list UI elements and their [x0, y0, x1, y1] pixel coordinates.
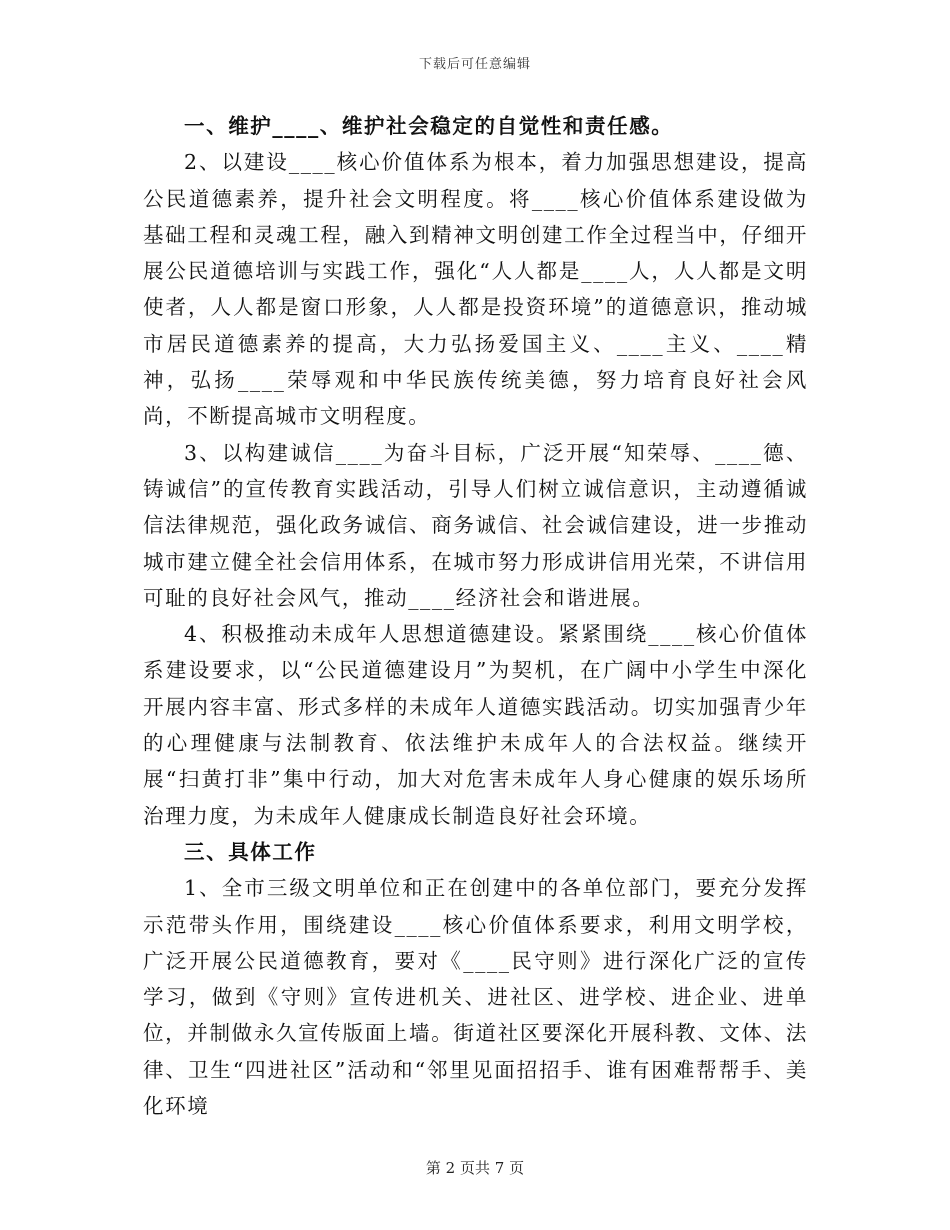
paragraph-2: 2、以建设____核心价值体系为根本，着力加强思想建设，提高公民道德素养，提升社会文明程度。将____核心价值体系建设做为基础工程和灵魂工程，融入到精神文明创建工作全过程当中，仔细开展公民道德培训与实践工作，强化“人人都是____人，人人都是文明使者，人人都是窗口形象，人人都是投资环境”的道德意识，推动城市居民道德素养的提高，大力弘扬爱国主义、____主义、____精神，弘扬____荣辱观和中华民族传统美德，努力培育良好社会风尚，不断提高城市文明程度。: [143, 150, 808, 429]
paragraph-3: 3、以构建诚信____为奋斗目标，广泛开展“知荣辱、____德、铸诚信”的宣传教育实践活动，引导人们树立诚信意识，主动遵循诚信法律规范，强化政务诚信、商务诚信、社会诚信建设，进一步推动城市建立健全社会信用体系，在城市努力形成讲信用光荣，不讲信用可耻的良好社会风气，推动____经济社会和谐进展。: [143, 440, 808, 610]
paragraph-work-1: 1、全市三级文明单位和正在创建中的各单位部门，要充分发挥示范带头作用，围绕建设____核心价值体系要求，利用文明学校，广泛开展公民道德教育，要对《____民守则》进行深化广泛的宣传学习，做到《守则》宣传进机关、进社区、进学校、进企业、进单位，并制做永久宣传版面上墙。街道社区要深化开展科教、文体、法律、卫生“四进社区”活动和“邻里见面招招手、谁有困难帮帮手、美化环境: [143, 876, 808, 1119]
section-heading-1: 一、维护____、维护社会稳定的自觉性和责任感。: [184, 114, 674, 138]
section-heading-3: 三、具体工作: [184, 839, 317, 864]
page-footer: 第 2 页共 7 页: [425, 1159, 525, 1177]
paragraph-4: 4、积极推动未成年人思想道德建设。紧紧围绕____核心价值体系建设要求，以“公民道德建设月”为契机，在广阔中小学生中深化开展内容丰富、形式多样的未成年人道德实践活动。切实加强青少年的心理健康与法制教育、依法维护未成年人的合法权益。继续开展“扫黄打非”集中行动，加大对危害未成年人身心健康的娱乐场所治理力度，为未成年人健康成长制造良好社会环境。: [143, 622, 808, 828]
page-header: 下载后可任意编辑: [418, 57, 531, 72]
document-body: [143, 108, 808, 1124]
